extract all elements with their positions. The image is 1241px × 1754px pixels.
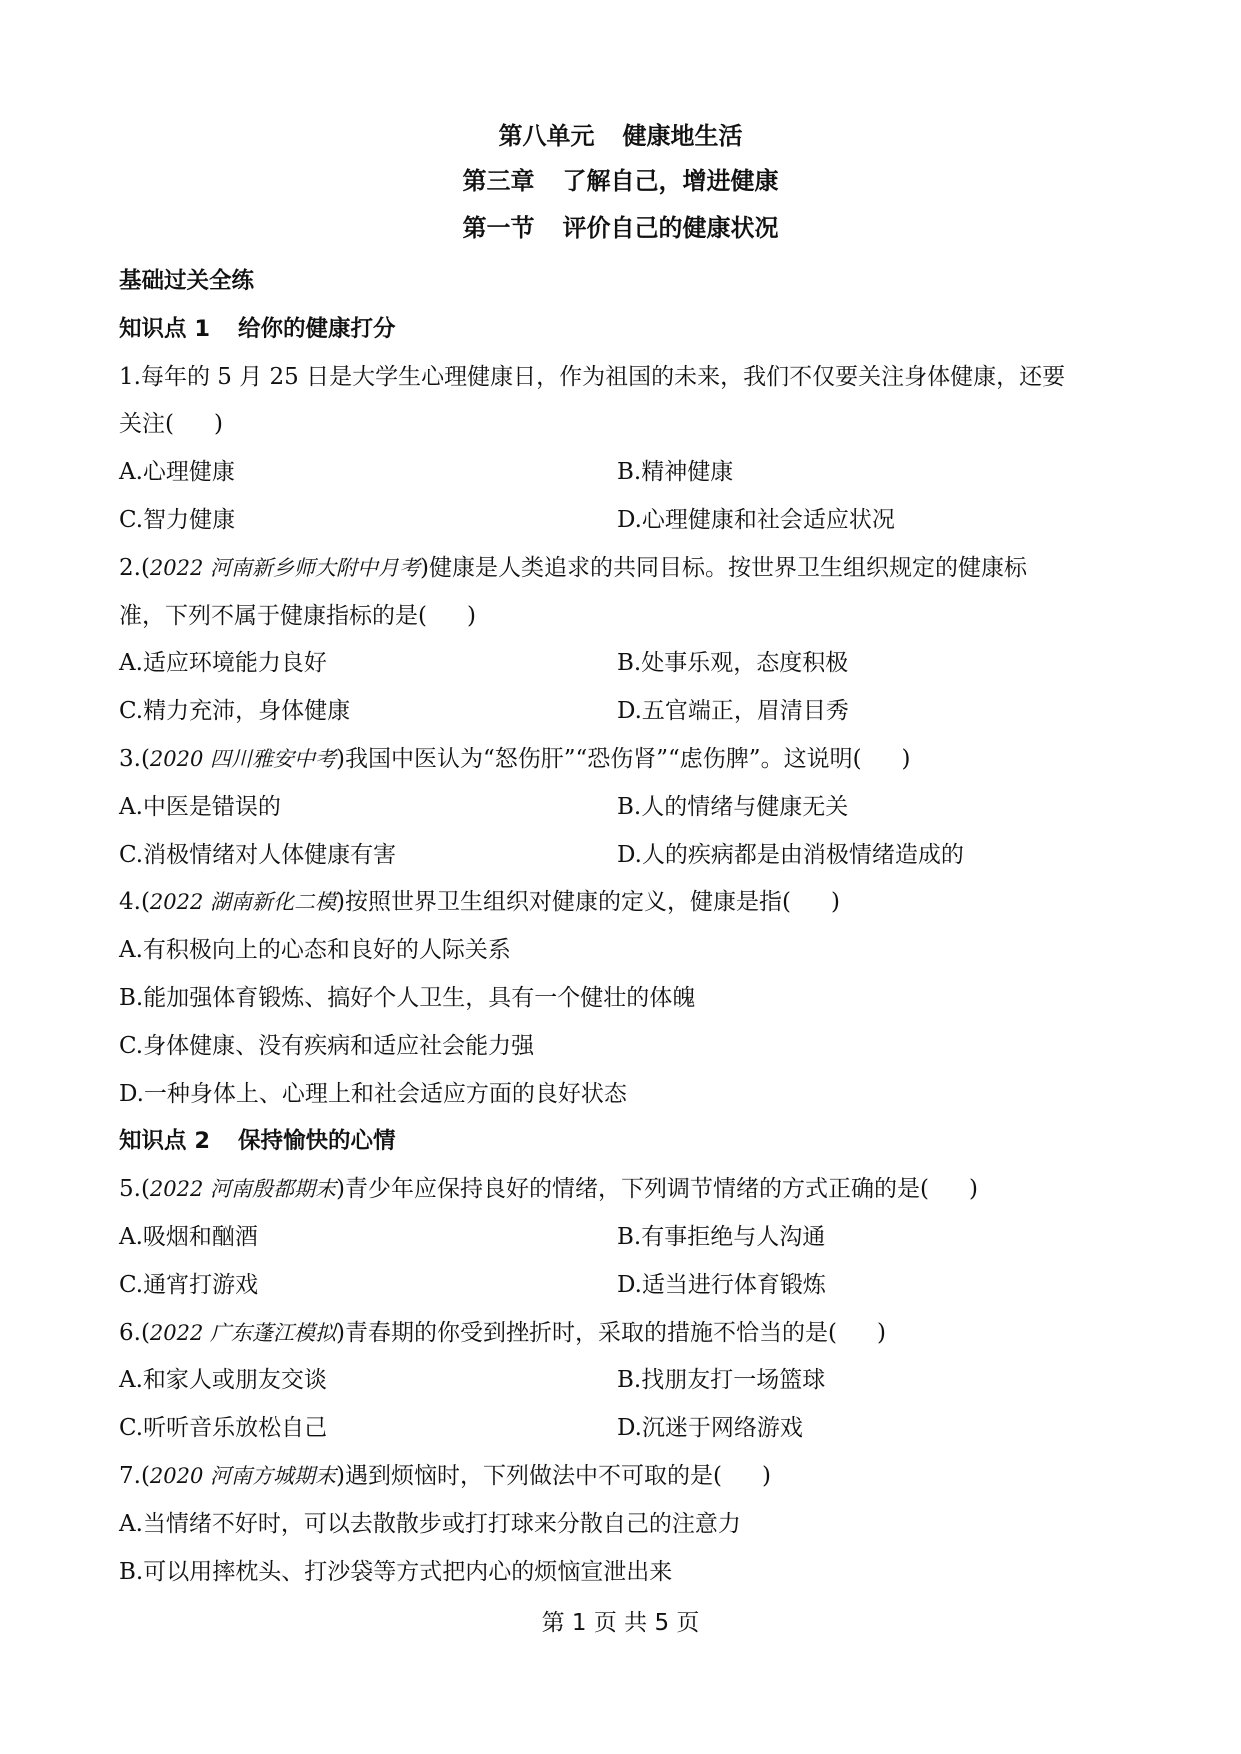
- section-label: 第一节: [462, 214, 535, 242]
- knowledge-point-1-title: 给你的健康打分: [238, 315, 396, 342]
- question-source: 2020 四川雅安中考: [149, 746, 337, 771]
- question-list: [119, 258, 1129, 1596]
- question-5-options-cd: [119, 1262, 1129, 1310]
- question-2-stem-cont: 准，下列不属于健康指标的是( ): [119, 602, 476, 629]
- option: A.适应环境能力良好: [119, 650, 327, 677]
- knowledge-point-1-heading: [119, 306, 1129, 354]
- question-4-option-d: D.一种身体上、心理上和社会适应方面的良好状态: [119, 1080, 627, 1107]
- knowledge-point-2-title: 保持愉快的心情: [238, 1128, 396, 1155]
- practice-heading: 基础过关全练: [119, 268, 255, 294]
- unit-name: 健康地生活: [622, 122, 743, 150]
- option: D.五官端正，眉清目秀: [617, 698, 849, 725]
- question-1-options-ab: [119, 449, 1129, 497]
- option: C.消极情绪对人体健康有害: [119, 841, 397, 868]
- option: C.智力健康: [119, 506, 236, 533]
- question-source: 2022 河南新乡师大附中月考: [149, 555, 421, 580]
- knowledge-point-2-heading: [119, 1118, 1129, 1166]
- question-5-options-ab: [119, 1214, 1129, 1262]
- question-4-stem: 4.(2022 湖南新化二模)按照世界卫生组织对健康的定义，健康是指( ): [119, 889, 840, 916]
- question-3-options-cd: [119, 832, 1129, 880]
- question-2-options-cd: [119, 688, 1129, 736]
- question-source: 2022 河南殷都期末: [149, 1177, 337, 1202]
- unit-label: 第八单元: [498, 122, 595, 150]
- question-7-stem: 7.(2020 河南方城期末)遇到烦恼时，下列做法中不可取的是( ): [119, 1462, 771, 1489]
- chapter-title: [0, 166, 1241, 196]
- knowledge-point-2-label: 知识点 2: [119, 1128, 210, 1155]
- option: B.人的情绪与健康无关: [617, 793, 849, 820]
- section-title: [0, 213, 1241, 243]
- option: A.吸烟和酗酒: [119, 1223, 258, 1250]
- unit-title: [0, 121, 1241, 151]
- option: D.沉迷于网络游戏: [617, 1415, 803, 1442]
- question-7-option-a: A.当情绪不好时，可以去散散步或打打球来分散自己的注意力: [119, 1510, 741, 1537]
- question-4-option-a: A.有积极向上的心态和良好的人际关系: [119, 937, 511, 964]
- option: B.找朋友打一场篮球: [617, 1367, 826, 1394]
- question-6-stem: 6.(2022 广东蓬江模拟)青春期的你受到挫折时，采取的措施不恰当的是( ): [119, 1319, 886, 1346]
- option: C.精力充沛，身体健康: [119, 698, 351, 725]
- question-5-stem: 5.(2022 河南殷都期末)青少年应保持良好的情绪，下列调节情绪的方式正确的是( ): [119, 1176, 978, 1203]
- question-7-option-b: B.可以用摔枕头、打沙袋等方式把内心的烦恼宣泄出来: [119, 1558, 673, 1585]
- question-2-stem: 2.(2022 河南新乡师大附中月考)健康是人类追求的共同目标。按世界卫生组织规定的健康标: [119, 554, 1028, 581]
- option: B.处事乐观，态度积极: [617, 650, 849, 677]
- option: C.通宵打游戏: [119, 1271, 259, 1298]
- question-3-options-ab: [119, 784, 1129, 832]
- question-1-options-cd: [119, 497, 1129, 545]
- question-4-option-c: C.身体健康、没有疾病和适应社会能力强: [119, 1032, 535, 1059]
- option: A.心理健康: [119, 459, 235, 486]
- option: A.和家人或朋友交谈: [119, 1367, 327, 1394]
- question-2-options-ab: [119, 640, 1129, 688]
- page-footer: 第 1 页 共 5 页: [541, 1610, 700, 1636]
- option: C.听听音乐放松自己: [119, 1415, 328, 1442]
- option: A.中医是错误的: [119, 793, 281, 820]
- question-source: 2022 广东蓬江模拟: [149, 1320, 337, 1345]
- option: D.人的疾病都是由消极情绪造成的: [617, 841, 964, 868]
- question-6-options-ab: [119, 1357, 1129, 1405]
- option: D.心理健康和社会适应状况: [617, 506, 895, 533]
- question-source: 2020 河南方城期末: [149, 1463, 337, 1488]
- question-source: 2022 湖南新化二模: [149, 890, 337, 915]
- chapter-label: 第三章: [462, 167, 535, 195]
- section-name: 评价自己的健康状况: [562, 214, 779, 242]
- question-4-option-b: B.能加强体育锻炼、搞好个人卫生，具有一个健壮的体魄: [119, 984, 696, 1011]
- chapter-name: 了解自己，增进健康: [562, 167, 779, 195]
- option: B.精神健康: [617, 459, 734, 486]
- question-6-options-cd: [119, 1405, 1129, 1453]
- question-1-stem: 1.每年的 5 月 25 日是大学生心理健康日，作为祖国的未来，我们不仅要关注身体健康，还要: [119, 363, 1066, 390]
- question-1-stem-cont: 关注( ): [119, 411, 223, 438]
- option: D.适当进行体育锻炼: [617, 1271, 826, 1298]
- question-3-stem: 3.(2020 四川雅安中考)我国中医认为“怒伤肝”“恐伤肾”“虑伤脾”。这说明( ): [119, 745, 911, 772]
- option: B.有事拒绝与人沟通: [617, 1223, 826, 1250]
- knowledge-point-1-label: 知识点 1: [119, 315, 210, 342]
